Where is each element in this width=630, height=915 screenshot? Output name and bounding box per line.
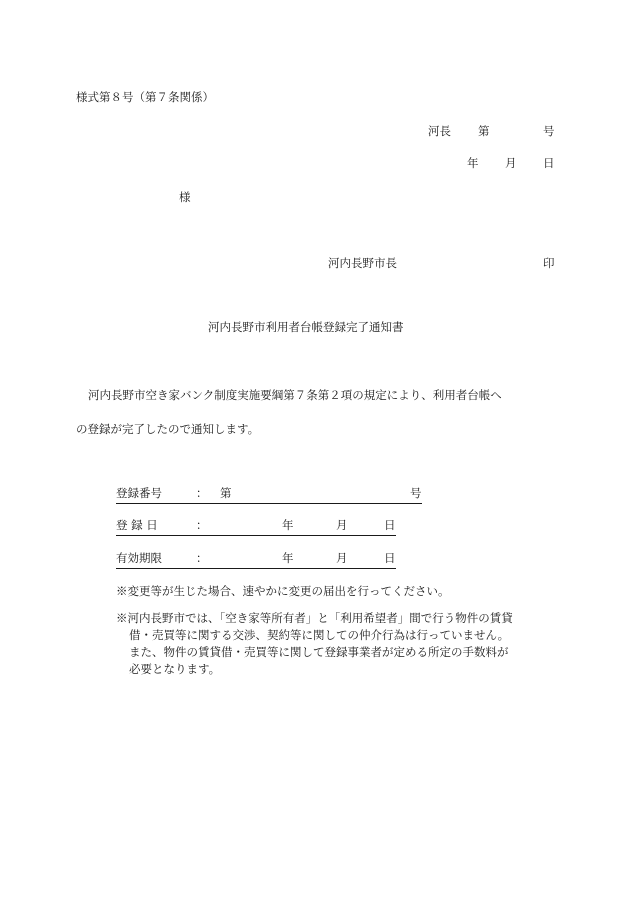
reference-prefix: 河長 <box>428 124 451 138</box>
date-month: 月 <box>505 156 517 170</box>
field-label: 登録番号 <box>116 486 162 500</box>
note-change-notice <box>116 583 576 600</box>
field-year: 年 <box>282 518 294 532</box>
addressee-suffix: 様 <box>179 190 191 204</box>
field-registration-date <box>116 520 401 534</box>
field-month: 月 <box>336 518 348 532</box>
reference-go: 号 <box>543 124 555 138</box>
field-month: 月 <box>336 551 348 565</box>
date-year: 年 <box>467 156 479 170</box>
field-dai: 第 <box>220 486 232 500</box>
reference-dai: 第 <box>478 124 490 138</box>
field-registration-number <box>116 488 426 502</box>
note-text: ※河内長野市では、「空き家等所有者」と「利用希望者」間で行う物件の賃貸 <box>116 611 513 625</box>
sender-name: 河内長野市長 <box>328 256 397 270</box>
field-go: 号 <box>410 486 422 500</box>
field-day: 日 <box>384 518 396 532</box>
note-text: 必要となります。 <box>129 662 221 676</box>
field-expiration-date <box>116 553 401 567</box>
note-text: 借・売買等に関する交渉、契約等に関しての仲介行為は行っていません。 <box>129 628 510 642</box>
note-text: ※変更等が生じた場合、速やかに変更の届出を行ってください。 <box>116 584 450 598</box>
form-number: 様式第８号（第７条関係） <box>76 90 214 104</box>
field-day: 日 <box>384 551 396 565</box>
note-text: また、物件の賃貸借・売買等に関して登録事業者が定める所定の手数料が <box>129 645 509 659</box>
field-underline <box>116 535 396 536</box>
field-underline <box>116 568 396 569</box>
field-underline <box>116 503 422 504</box>
body-line-2: の登録が完了したので通知します。 <box>76 422 260 436</box>
seal-mark: 印 <box>543 256 555 270</box>
field-label: 登 録 日 <box>116 518 158 532</box>
note-mediation-disclaimer <box>116 610 576 678</box>
field-colon: ： <box>196 518 208 532</box>
body-line-1: 河内長野市空き家バンク制度実施要綱第７条第２項の規定により、利用者台帳へ <box>88 388 502 402</box>
document-title: 河内長野市利用者台帳登録完了通知書 <box>208 320 404 334</box>
field-colon: ： <box>196 486 208 500</box>
field-label: 有効期限 <box>116 551 162 565</box>
field-colon: ： <box>196 551 208 565</box>
field-year: 年 <box>282 551 294 565</box>
date-day: 日 <box>543 156 555 170</box>
